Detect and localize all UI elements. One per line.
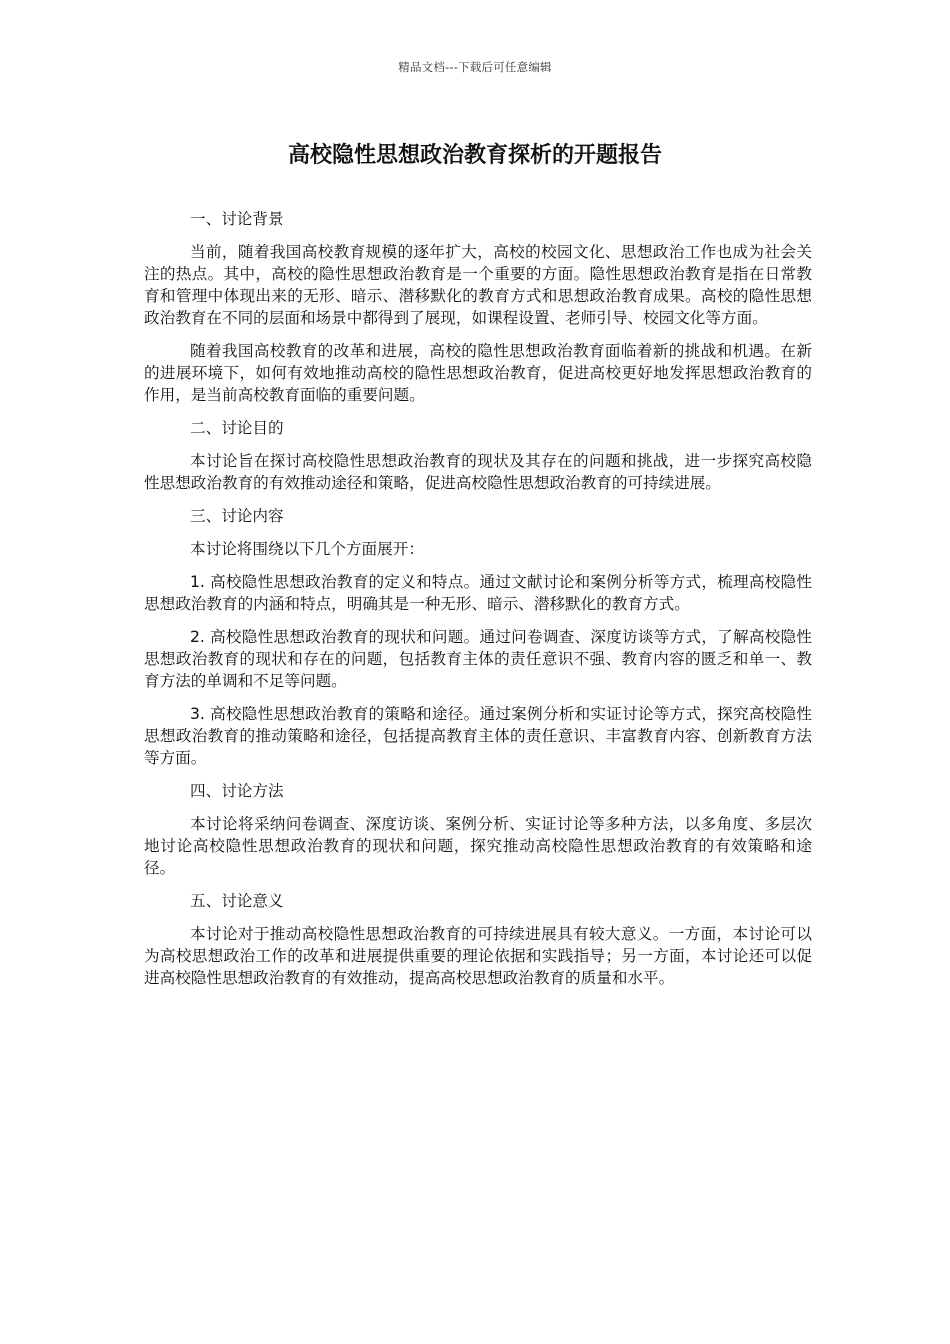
numbered-paragraph: 3. 高校隐性思想政治教育的策略和途径。通过案例分析和实证讨论等方式，探究高校隐性思想政治教育的推动策略和途径，包括提高教育主体的责任意识、丰富教育内容、创新教育方法等方面。: [144, 705, 812, 767]
paragraph: 当前，随着我国高校教育规模的逐年扩大，高校的校园文化、思想政治工作也成为社会关注的热点。其中，高校的隐性思想政治教育是一个重要的方面。隐性思想政治教育是指在日常教育和管理中体现出来的无形、暗示、潜移默化的教育方式和思想政治教育成果。高校的隐性思想政治教育在不同的层面和场景中都得到了展现，如课程设置、老师引导、校园文化等方面。: [144, 243, 812, 327]
numbered-paragraph: 2. 高校隐性思想政治教育的现状和问题。通过问卷调查、深度访谈等方式，了解高校隐性思想政治教育的现状和存在的问题，包括教育主体的责任意识不强、教育内容的匮乏和单一、教育方法的单调和不足等问题。: [144, 628, 812, 690]
paragraph: 本讨论将围绕以下几个方面展开：: [190, 540, 424, 558]
document-title: 高校隐性思想政治教育探析的开题报告: [287, 143, 662, 168]
paragraph: 随着我国高校教育的改革和进展，高校的隐性思想政治教育面临着新的挑战和机遇。在新的进展环境下，如何有效地推动高校的隐性思想政治教育，促进高校更好地发挥思想政治教育的作用，是当前高校教育面临的重要问题。: [144, 342, 812, 404]
section-heading-significance: 五、讨论意义: [190, 892, 284, 910]
header-watermark: 精品文档---下载后可任意编辑: [398, 60, 552, 74]
section-heading-purpose: 二、讨论目的: [190, 419, 284, 437]
paragraph: 本讨论对于推动高校隐性思想政治教育的可持续进展具有较大意义。一方面，本讨论可以为高校思想政治工作的改革和进展提供重要的理论依据和实践指导；另一方面，本讨论还可以促进高校隐性思想政治教育的有效推动，提高高校思想政治教育的质量和水平。: [144, 925, 812, 987]
section-heading-content: 三、讨论内容: [190, 507, 284, 525]
section-heading-background: 一、讨论背景: [190, 210, 284, 228]
section-heading-method: 四、讨论方法: [190, 782, 284, 800]
paragraph: 本讨论将采纳问卷调查、深度访谈、案例分析、实证讨论等多种方法，以多角度、多层次地讨论高校隐性思想政治教育的现状和问题，探究推动高校隐性思想政治教育的有效策略和途径。: [144, 815, 812, 877]
numbered-paragraph: 1. 高校隐性思想政治教育的定义和特点。通过文献讨论和案例分析等方式，梳理高校隐性思想政治教育的内涵和特点，明确其是一种无形、暗示、潜移默化的教育方式。: [144, 573, 812, 613]
paragraph: 本讨论旨在探讨高校隐性思想政治教育的现状及其存在的问题和挑战，进一步探究高校隐性思想政治教育的有效推动途径和策略，促进高校隐性思想政治教育的可持续进展。: [144, 452, 812, 492]
document-body: [144, 208, 812, 1000]
